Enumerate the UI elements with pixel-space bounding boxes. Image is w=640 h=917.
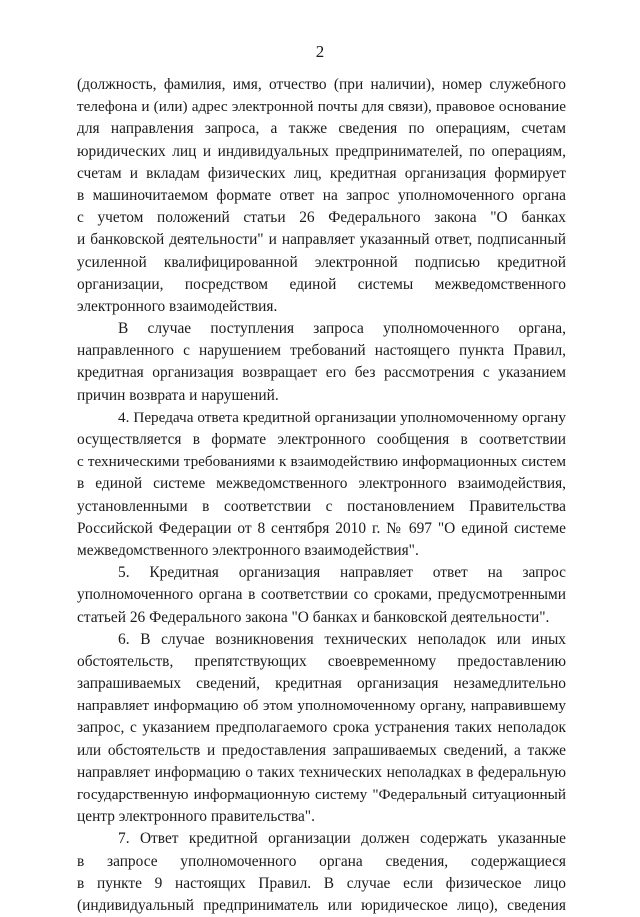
text-line: электронного взаимодействия. xyxy=(77,297,278,315)
text-line: государственную информационную систему "Федеральный ситуационный xyxy=(77,786,566,803)
text-line: центр электронного правительства". xyxy=(77,808,315,826)
text-line: установленными в соответствии с постановлением Правительства xyxy=(77,497,566,515)
text-line: причин возврата и нарушений. xyxy=(77,386,279,404)
text-line: для направления запроса, а также сведения по операциям, счетам xyxy=(77,120,566,138)
text-line: в пункте 9 настоящих Правил. В случае если физическое лицо xyxy=(77,874,566,892)
document-body xyxy=(77,74,566,917)
text-line: запрос, с указанием предполагаемого срока устранения таких неполадок xyxy=(77,719,566,737)
page-number: 2 xyxy=(315,42,325,61)
text-line: межведомственного электронного взаимодействия". xyxy=(77,541,419,559)
text-line: 5. Кредитная организация направляет ответ на запрос xyxy=(118,564,566,582)
text-line: направляет информацию о таких технических неполадках в федеральную xyxy=(77,763,566,781)
text-line: (должность, фамилия, имя, отчество (при наличии), номер служебного xyxy=(77,76,566,93)
text-line: (индивидуальный предприниматель или юридическое лицо), сведения xyxy=(77,896,566,914)
text-line: направленного с нарушением требований настоящего пункта Правил, xyxy=(77,342,566,360)
text-line: Российской Федерации от 8 сентября 2010 г. № 697 "О единой системе xyxy=(77,519,566,537)
text-line: статьей 26 Федерального закона "О банках и банковской деятельности". xyxy=(77,608,550,626)
text-line: с техническими требованиями к взаимодействию информационных систем xyxy=(77,453,566,471)
text-line: юридических лиц и индивидуальных предпринимателей, по операциям, xyxy=(77,142,566,160)
text-line: организации, посредством единой системы межведомственного xyxy=(77,275,566,293)
text-line: усиленной квалифицированной электронной подписью кредитной xyxy=(77,253,566,271)
text-line: обстоятельств, препятствующих своевременному предоставлению xyxy=(77,652,566,670)
text-line: кредитная организация возвращает его без рассмотрения с указанием xyxy=(77,364,566,382)
text-line: счетам и вкладам физических лиц, кредитная организация формирует xyxy=(77,164,566,182)
text-line: направляет информацию об этом уполномоченному органу, направившему xyxy=(77,697,566,715)
text-line: и банковской деятельности" и направляет указанный ответ, подписанный xyxy=(77,231,566,249)
text-line: запрашиваемых сведений, кредитная организация незамедлительно xyxy=(77,675,566,693)
text-line: в машиночитаемом формате ответ на запрос уполномоченного органа xyxy=(77,186,566,204)
text-line: В случае поступления запроса уполномоченного органа, xyxy=(118,320,566,338)
text-line: в запросе уполномоченного органа сведения, содержащиеся xyxy=(77,852,566,870)
text-line: 6. В случае возникновения технических неполадок или иных xyxy=(118,630,566,648)
text-line: 4. Передача ответа кредитной организации уполномоченному органу xyxy=(118,408,566,426)
text-line: 7. Ответ кредитной организации должен содержать указанные xyxy=(118,830,566,848)
text-line: осуществляется в формате электронного сообщения в соответствии xyxy=(77,431,566,448)
text-line: телефона и (или) адрес электронной почты для связи), правовое основание xyxy=(77,98,566,116)
text-line: или обстоятельств и предоставления запрашиваемых сведений, а также xyxy=(77,741,566,759)
text-line: в единой системе межведомственного электронного взаимодействия, xyxy=(77,475,566,493)
text-line: уполномоченного органа в соответствии со сроками, предусмотренными xyxy=(77,586,566,604)
text-line: с учетом положений статьи 26 Федерального закона "О банках xyxy=(77,209,566,227)
